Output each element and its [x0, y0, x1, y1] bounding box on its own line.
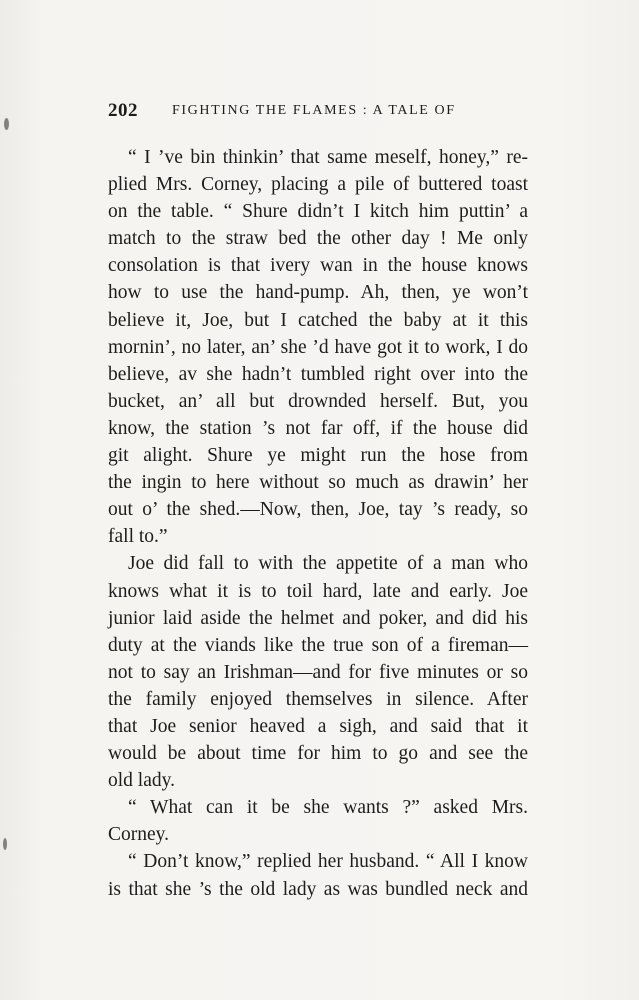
text-line: believe, av she hadn’t tumbled right over into the: [108, 363, 528, 385]
page-header: [108, 100, 528, 124]
body-text: [108, 144, 528, 903]
text-line: consolation is that ivery wan in the house knows: [108, 255, 528, 277]
text-line: git alight. Shure ye might run the hose from: [108, 445, 528, 467]
text-line: believe it, Joe, but I catched the baby at it this: [108, 309, 528, 331]
paragraph: [108, 550, 528, 794]
text-line: how to use the hand-pump. Ah, then, ye won’t: [108, 282, 528, 304]
paragraph: [108, 144, 528, 550]
text-line: “ Don’t know,” replied her husband. “ All I know: [128, 851, 528, 873]
text-line: out o’ the shed.—Now, then, Joe, tay ’s ready, so: [108, 499, 528, 521]
text-line: fall to.”: [108, 526, 168, 548]
scan-speck: [3, 838, 7, 850]
text-line: knows what it is to toil hard, late and early. Joe: [108, 580, 528, 602]
text-line: know, the station ’s not far off, if the house did: [108, 417, 528, 439]
text-line: not to say an Irishman—and for five minutes or so: [108, 661, 528, 683]
text-line: would be about time for him to go and see the: [108, 743, 528, 765]
text-line: duty at the viands like the true son of a fireman—: [108, 634, 528, 656]
text-line: that Joe senior heaved a sigh, and said that it: [108, 715, 528, 737]
text-line: mornin’, no later, an’ she ’d have got it to work, I do: [108, 336, 528, 358]
paragraph: [108, 794, 528, 848]
paragraph: [108, 848, 528, 902]
text-line: Joe did fall to with the appetite of a man who: [128, 553, 528, 575]
text-line: “ What can it be she wants ?” asked Mrs.: [128, 797, 528, 819]
text-line: the family enjoyed themselves in silence. After: [108, 688, 528, 710]
text-line: plied Mrs. Corney, placing a pile of buttered toast: [108, 174, 528, 196]
running-head: FIGHTING THE FLAMES : A TALE OF: [172, 103, 456, 118]
text-line: is that she ’s the old lady as was bundled neck and: [108, 878, 528, 900]
text-line: the ingin to here without so much as drawin’ her: [108, 472, 528, 494]
scan-speck: [4, 118, 9, 130]
text-line: on the table. “ Shure didn’t I kitch him puttin’ a: [108, 201, 528, 223]
text-line: “ I ’ve bin thinkin’ that same meself, honey,” re-: [128, 147, 528, 168]
text-line: bucket, an’ all but drownded herself. But, you: [108, 390, 528, 412]
text-line: match to the straw bed the other day ! Me only: [108, 228, 528, 250]
text-line: old lady.: [108, 770, 175, 792]
text-line: junior laid aside the helmet and poker, and did his: [108, 607, 528, 629]
page-number: 202: [108, 100, 138, 121]
text-line: Corney.: [108, 824, 170, 846]
